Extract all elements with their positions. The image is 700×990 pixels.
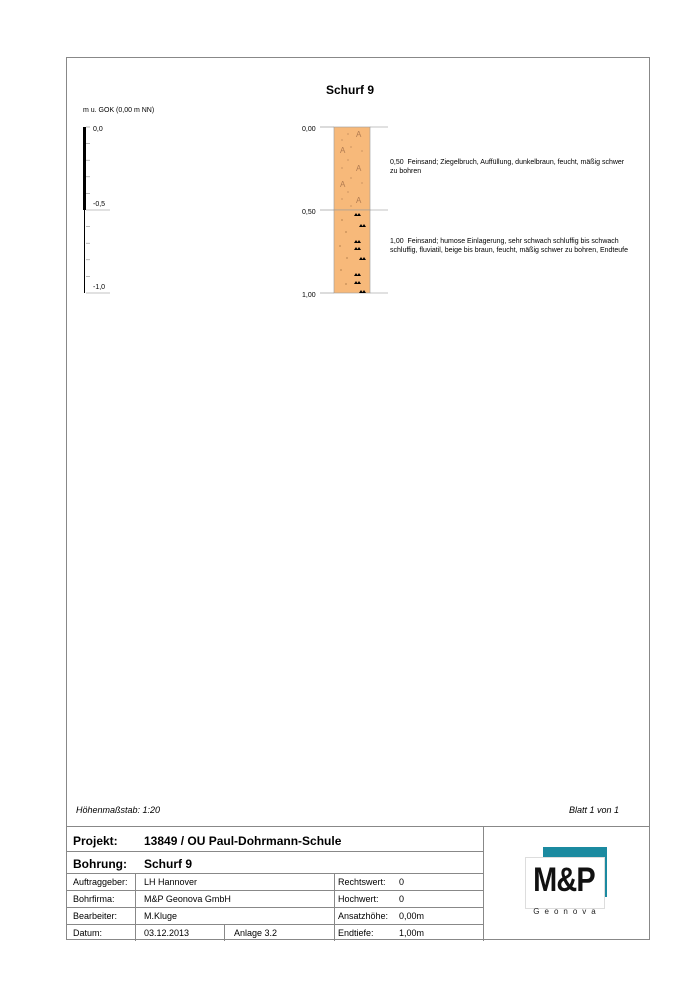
layer-2-text: Feinsand; humose Einlagerung, sehr schwach schluffig bis schwach schluffig, fluviatil, beige bis braun, feucht, mäßig schwer zu bohren, Endteufe bbox=[390, 238, 629, 254]
height-scale: Höhenmaßstab: 1:20 bbox=[76, 805, 161, 815]
rechtswert-value: 0 bbox=[399, 877, 405, 887]
layer-1-depth: 0,50 bbox=[390, 159, 404, 166]
auftraggeber-label: Auftraggeber: bbox=[73, 877, 128, 887]
datum-value: 03.12.2013 bbox=[144, 928, 190, 938]
layer-2-description bbox=[390, 237, 630, 255]
layer-2-fill bbox=[334, 210, 370, 293]
endtiefe-label: Endtiefe: bbox=[338, 928, 374, 938]
depth-label-bottom: 1,00 bbox=[302, 292, 316, 299]
bearbeiter-value: M.Kluge bbox=[144, 911, 178, 921]
scale-tick-0: 0,0 bbox=[93, 126, 103, 133]
depth-label-top: 0,00 bbox=[302, 126, 316, 133]
hochwert-value: 0 bbox=[399, 894, 405, 904]
svg-text:A: A bbox=[356, 164, 362, 173]
logo-text: M&P bbox=[533, 861, 595, 899]
svg-text:A: A bbox=[356, 130, 362, 139]
bearbeiter-label: Bearbeiter: bbox=[73, 911, 118, 921]
scale-ticks bbox=[86, 127, 110, 293]
auftraggeber-value: LH Hannover bbox=[144, 877, 198, 887]
svg-text:A: A bbox=[340, 146, 346, 155]
sheet-number: Blatt 1 von 1 bbox=[568, 805, 619, 815]
svg-text:A: A bbox=[340, 180, 346, 189]
depth-label-mid: 0,50 bbox=[302, 209, 316, 216]
bohrung-label: Bohrung: bbox=[73, 857, 127, 871]
company-logo bbox=[521, 847, 617, 919]
ansatzhoehe-label: Ansatzhöhe: bbox=[338, 911, 389, 921]
scale-tick-1: -0,5 bbox=[93, 201, 106, 208]
projekt-label: Projekt: bbox=[73, 834, 118, 848]
endtiefe-value: 1,00m bbox=[399, 928, 425, 938]
bohrung-value: Schurf 9 bbox=[144, 857, 193, 871]
height-reference: m u. GOK (0,00 m NN) bbox=[83, 107, 155, 114]
svg-text:A: A bbox=[356, 196, 362, 205]
rechtswert-label: Rechtswert: bbox=[338, 877, 386, 887]
layer-1-description bbox=[390, 158, 630, 176]
bohrfirma-label: Bohrfirma: bbox=[73, 894, 115, 904]
logo-subtext: Geonova bbox=[533, 907, 601, 916]
datum-label: Datum: bbox=[73, 928, 103, 938]
hochwert-label: Hochwert: bbox=[338, 894, 379, 904]
ansatzhoehe-value: 0,00m bbox=[399, 911, 425, 921]
title-block bbox=[66, 826, 650, 941]
layer-1-text: Feinsand; Ziegelbruch, Auffüllung, dunkelbraun, feucht, mäßig schwer zu bohren bbox=[390, 159, 625, 175]
projekt-value: 13849 / OU Paul-Dohrmann-Schule bbox=[144, 834, 342, 848]
layer-1-fill bbox=[334, 127, 370, 210]
scale-tick-2: -1,0 bbox=[93, 284, 106, 291]
page-title: Schurf 9 bbox=[325, 83, 374, 97]
anlage-value: Anlage 3.2 bbox=[234, 928, 278, 938]
bohrfirma-value: M&P Geonova GmbH bbox=[144, 894, 231, 904]
layer-2-depth: 1,00 bbox=[390, 238, 404, 245]
